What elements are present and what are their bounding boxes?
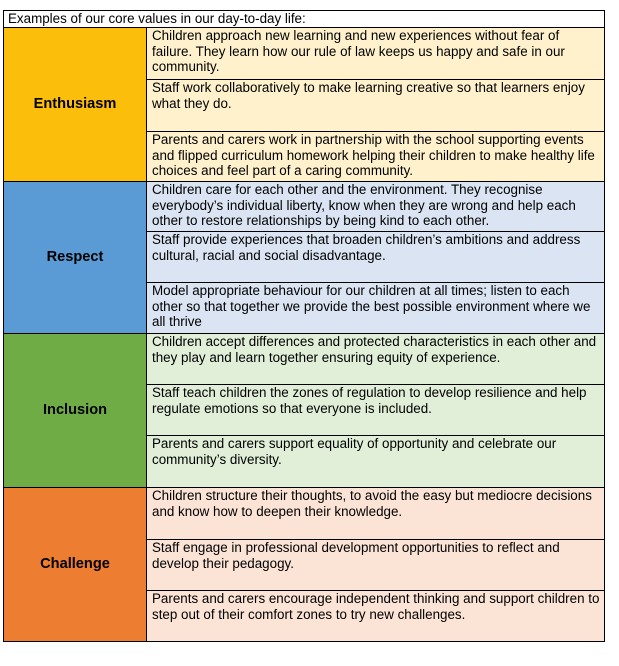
enthusiasm-parents-cell: Parents and carers work in partnership with the school supporting events and flipped curriculum homework helping their children to make healthy life choices and feel part of a caring community.	[147, 132, 605, 182]
value-challenge: Challenge	[4, 488, 147, 642]
inclusion-staff-cell: Staff teach children the zones of regulation to develop resilience and help regulate emotions so that everyone is included.	[147, 385, 605, 436]
table-row	[4, 488, 605, 540]
challenge-staff-cell: Staff engage in professional development opportunities to reflect and develop their pedagogy.	[147, 540, 605, 591]
table-row	[4, 28, 605, 80]
respect-model-cell: Model appropriate behaviour for our children at all times; listen to each other so that together we provide the best possible environment where we all thrive	[147, 283, 605, 334]
challenge-parents-cell: Parents and carers encourage independent thinking and support children to step out of their comfort zones to try new challenges.	[147, 591, 605, 642]
core-values-table	[3, 10, 605, 642]
challenge-children-cell: Children structure their thoughts, to avoid the easy but mediocre decisions and know how to deepen their knowledge.	[147, 488, 605, 540]
value-enthusiasm: Enthusiasm	[4, 28, 147, 182]
inclusion-children-cell: Children accept differences and protected characteristics in each other and they play and learn together ensuring equity of experience.	[147, 334, 605, 385]
table-header-row	[4, 11, 605, 28]
inclusion-parents-cell: Parents and carers support equality of opportunity and celebrate our community’s diversity.	[147, 436, 605, 488]
respect-children-cell: Children care for each other and the environment. They recognise everybody’s individual liberty, know when they are wrong and help each other to restore relationships by being kind to each other.	[147, 182, 605, 232]
enthusiasm-staff-cell: Staff work collaboratively to make learning creative so that learners enjoy what they do.	[147, 80, 605, 132]
table-caption: Examples of our core values in our day-to-day life:	[4, 11, 605, 28]
respect-staff-cell: Staff provide experiences that broaden children’s ambitions and address cultural, racial and social disadvantage.	[147, 232, 605, 283]
table-row	[4, 334, 605, 385]
value-inclusion: Inclusion	[4, 334, 147, 488]
enthusiasm-children-cell: Children approach new learning and new experiences without fear of failure. They learn how our rule of law keeps us happy and safe in our community.	[147, 28, 605, 80]
value-respect: Respect	[4, 182, 147, 334]
table-row	[4, 182, 605, 232]
